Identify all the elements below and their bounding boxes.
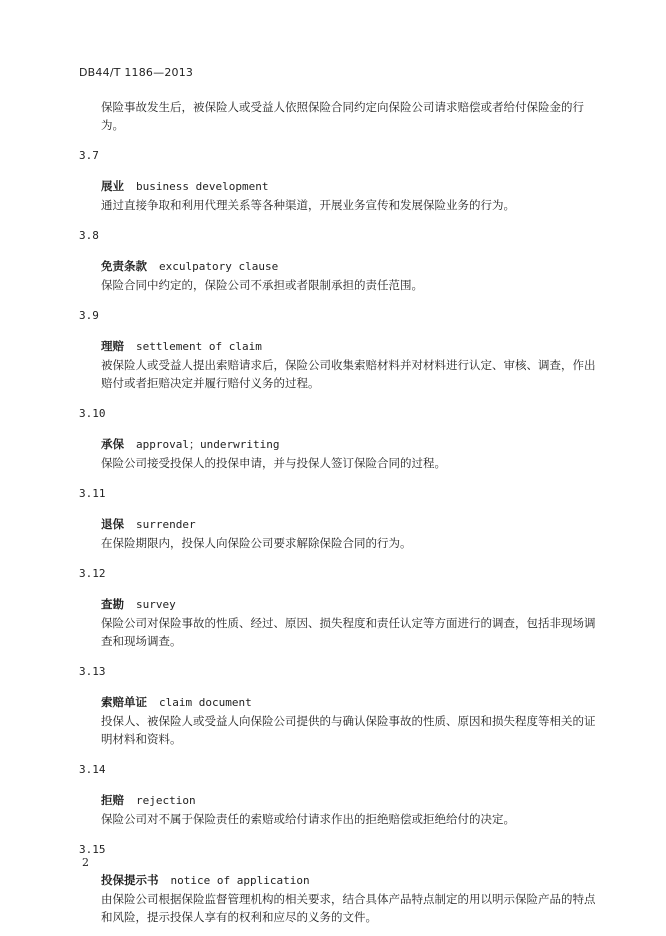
term-chinese: 免责条款	[101, 259, 147, 273]
term-english: surrender	[136, 518, 196, 531]
term-heading	[101, 515, 599, 534]
term-chinese: 展业	[101, 179, 124, 193]
term-definition: 保险公司接受投保人的投保申请，并与投保人签订保险合同的过程。	[101, 456, 446, 470]
term-heading	[101, 435, 599, 454]
clause-number: 3.7	[79, 149, 99, 162]
clause-3-9	[79, 309, 599, 392]
term-chinese: 查勘	[101, 597, 124, 611]
term-chinese: 索赔单证	[101, 695, 147, 709]
clause-number: 3.11	[79, 487, 106, 500]
clause-3-8	[79, 229, 599, 294]
term-english: business development	[136, 180, 269, 193]
clause-3-14	[79, 763, 599, 828]
clause-3-11	[79, 487, 599, 552]
term-definition: 在保险期限内，投保人向保险公司要求解除保险合同的行为。	[101, 536, 412, 550]
clause-number: 3.12	[79, 567, 106, 580]
clause-3-12	[79, 567, 599, 650]
term-heading	[101, 871, 599, 890]
term-english: rejection	[136, 794, 196, 807]
term-english: exculpatory clause	[159, 260, 279, 273]
clause-number: 3.9	[79, 309, 99, 322]
page-number: 2	[82, 856, 89, 869]
term-definition: 保险合同中约定的，保险公司不承担或者限制承担的责任范围。	[101, 278, 423, 292]
clause-3-7	[79, 149, 599, 214]
clause-list	[79, 98, 599, 926]
document-code: DB44/T 1186—2013	[79, 66, 194, 79]
term-chinese: 退保	[101, 517, 124, 531]
clause-3-10	[79, 407, 599, 472]
term-definition: 通过直接争取和利用代理关系等各种渠道，开展业务宣传和发展保险业务的行为。	[101, 198, 515, 212]
term-definition: 保险公司对保险事故的性质、经过、原因、损失程度和责任认定等方面进行的调查，包括非现场调查和现场调查。	[101, 616, 596, 648]
clause-3-15	[79, 843, 599, 926]
term-english: approval；underwriting	[136, 438, 280, 451]
term-heading	[101, 595, 599, 614]
term-chinese: 理赔	[101, 339, 124, 353]
intro-paragraph: 保险事故发生后，被保险人或受益人依照保险合同约定向保险公司请求赔偿或者给付保险金的行为。	[101, 100, 584, 132]
term-definition: 由保险公司根据保险监督管理机构的相关要求，结合具体产品特点制定的用以明示保险产品的特点和风险，提示投保人享有的权利和应尽的义务的文件。	[101, 892, 596, 924]
term-english: survey	[136, 598, 176, 611]
clause-number: 3.8	[79, 229, 99, 242]
term-definition: 保险公司对不属于保险责任的索赔或给付请求作出的拒绝赔偿或拒绝给付的决定。	[101, 812, 515, 826]
term-chinese: 投保提示书	[101, 873, 159, 887]
term-heading	[101, 257, 599, 276]
term-english: notice of application	[170, 874, 310, 887]
term-english: settlement of claim	[136, 340, 262, 353]
term-heading	[101, 337, 599, 356]
term-definition: 投保人、被保险人或受益人向保险公司提供的与确认保险事故的性质、原因和损失程度等相关的证明材料和资料。	[101, 714, 596, 746]
term-definition: 被保险人或受益人提出索赔请求后，保险公司收集索赔材料并对材料进行认定、审核、调查，作出赔付或者拒赔决定并履行赔付义务的过程。	[101, 358, 596, 390]
clause-3-13	[79, 665, 599, 748]
term-chinese: 拒赔	[101, 793, 124, 807]
clause-number: 3.15	[79, 843, 106, 856]
clause-number: 3.10	[79, 407, 106, 420]
clause-number: 3.13	[79, 665, 106, 678]
term-heading	[101, 177, 599, 196]
clause-number: 3.14	[79, 763, 106, 776]
term-heading	[101, 791, 599, 810]
term-english: claim document	[159, 696, 252, 709]
term-chinese: 承保	[101, 437, 124, 451]
term-heading	[101, 693, 599, 712]
